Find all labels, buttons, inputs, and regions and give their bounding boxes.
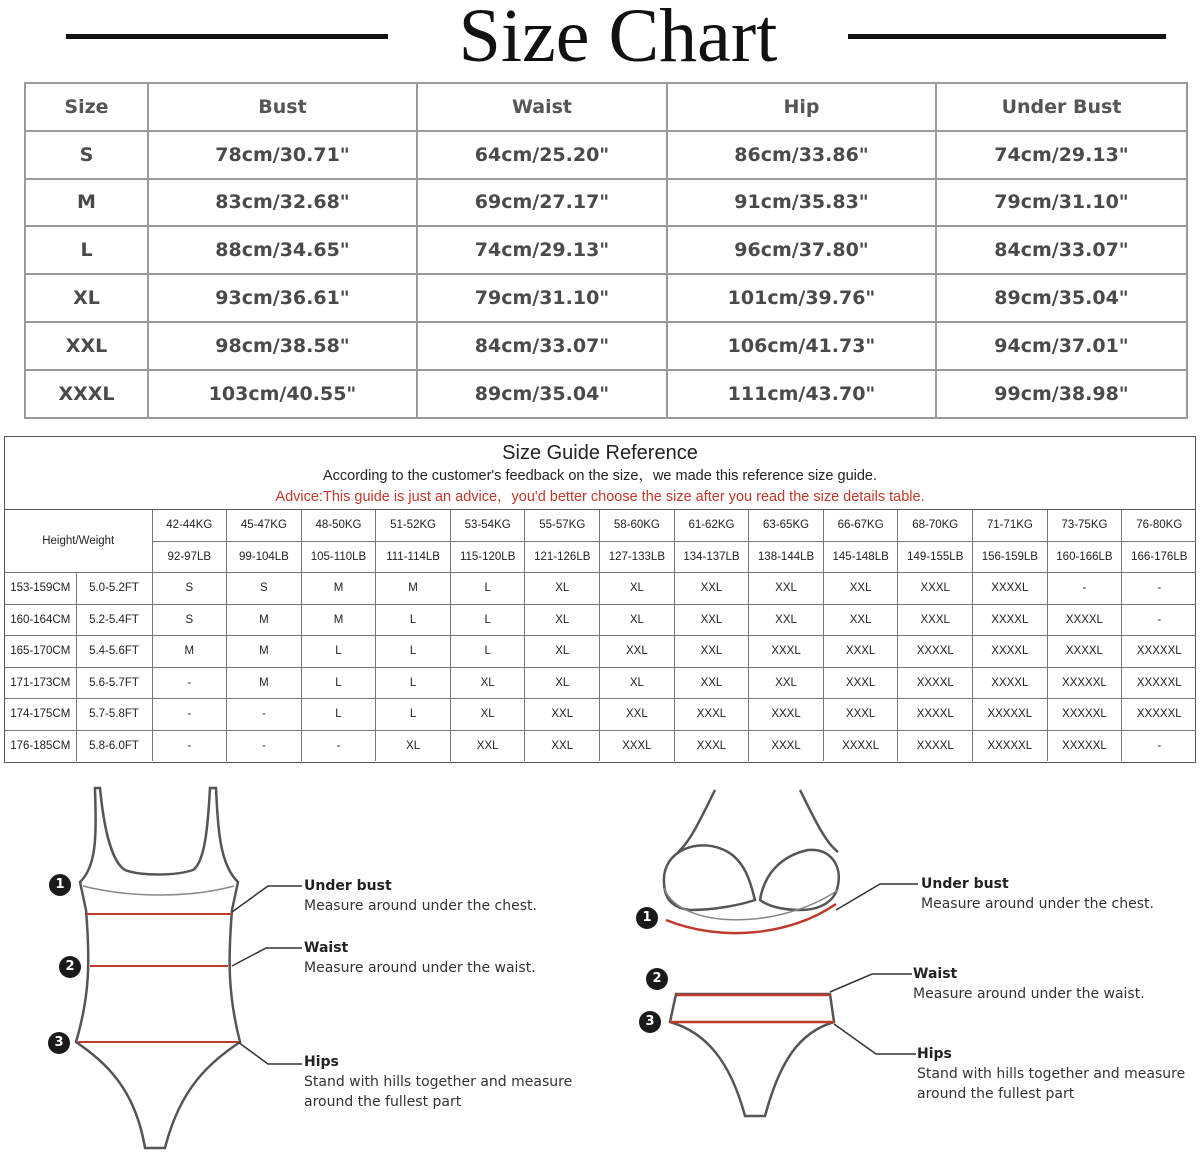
right-callout-leaders xyxy=(830,884,918,1054)
height-ft-cell: 5.8-6.0FT xyxy=(76,730,152,761)
recommended-size-cell: M xyxy=(152,636,227,668)
measurement-cell: 83cm/32.68" xyxy=(148,179,417,227)
measurement-cell: 86cm/33.86" xyxy=(667,131,936,179)
callout-text: Measure around under the waist. xyxy=(304,960,536,976)
recommended-size-cell: L xyxy=(301,636,376,668)
recommended-size-cell: XXXL xyxy=(600,730,675,761)
recommended-size-cell: - xyxy=(1122,730,1197,761)
weight-kg-cell: 58-60KG xyxy=(600,510,675,541)
recommended-size-cell: XXXXXL xyxy=(1047,667,1122,699)
callout-waist-left xyxy=(304,938,536,978)
guide-height-row xyxy=(5,667,1196,699)
size-guide-title: Size Guide Reference xyxy=(502,442,698,464)
measurement-cell: 93cm/36.61" xyxy=(148,274,417,322)
weight-kg-cell: 76-80KG xyxy=(1122,510,1197,541)
recommended-size-cell: XXXXL xyxy=(973,604,1048,636)
header-bust: Bust xyxy=(148,83,417,131)
recommended-size-cell: XXL xyxy=(749,667,824,699)
callout-text: around the fullest part xyxy=(917,1086,1075,1102)
recommended-size-cell: XXXXL xyxy=(973,636,1048,668)
marker-under-bust-right: 1 xyxy=(636,907,658,929)
recommended-size-cell: S xyxy=(152,604,227,636)
callout-text: Stand with hills together and measure xyxy=(917,1066,1186,1082)
weight-lb-cell: 105-110LB xyxy=(301,541,376,573)
weight-kg-cell: 51-52KG xyxy=(376,510,451,541)
weight-kg-cell: 68-70KG xyxy=(898,510,973,541)
recommended-size-cell: XXXXL xyxy=(898,699,973,731)
size-guide-body xyxy=(5,510,1196,761)
recommended-size-cell: XXL xyxy=(600,699,675,731)
page-title: Size Chart xyxy=(458,0,778,78)
recommended-size-cell: M xyxy=(376,573,451,605)
weight-lb-cell: 166-176LB xyxy=(1122,541,1197,573)
guide-height-row xyxy=(5,604,1196,636)
weight-lb-cell: 115-120LB xyxy=(450,541,525,573)
recommended-size-cell: M xyxy=(301,604,376,636)
size-guide-subtitle: According to the customer's feedback on the size，we made this reference size guide. xyxy=(322,468,878,484)
guide-height-row xyxy=(5,730,1196,761)
height-cm-cell: 174-175CM xyxy=(5,699,76,731)
size-chart-row xyxy=(25,131,1187,179)
callout-title: Under bust xyxy=(921,876,1009,892)
guide-height-row xyxy=(5,573,1196,605)
header-hip: Hip xyxy=(667,83,936,131)
height-ft-cell: 5.0-5.2FT xyxy=(76,573,152,605)
marker-waist-right: 2 xyxy=(646,968,668,990)
weight-kg-cell: 73-75KG xyxy=(1047,510,1122,541)
measurement-cell: 96cm/37.80" xyxy=(667,226,936,274)
measurement-cell: 84cm/33.07" xyxy=(936,226,1187,274)
recommended-size-cell: XXXL xyxy=(823,667,898,699)
recommended-size-cell: XXXL xyxy=(749,730,824,761)
size-chart-row xyxy=(25,370,1187,418)
recommended-size-cell: XXXXL xyxy=(898,636,973,668)
size-chart-table xyxy=(24,82,1188,419)
callout-title: Hips xyxy=(917,1046,952,1062)
measurement-cell: 89cm/35.04" xyxy=(936,274,1187,322)
callout-under-bust-left xyxy=(304,876,537,916)
measurement-cell: 78cm/30.71" xyxy=(148,131,417,179)
measurement-cell: 74cm/29.13" xyxy=(417,226,667,274)
measurement-cell: 69cm/27.17" xyxy=(417,179,667,227)
recommended-size-cell: XXXXL xyxy=(973,573,1048,605)
measurement-cell: 103cm/40.55" xyxy=(148,370,417,418)
recommended-size-cell: XXL xyxy=(525,730,600,761)
weight-lb-cell: 149-155LB xyxy=(898,541,973,573)
measurement-cell: 84cm/33.07" xyxy=(417,322,667,370)
recommended-size-cell: - xyxy=(152,699,227,731)
size-chart-row xyxy=(25,322,1187,370)
recommended-size-cell: - xyxy=(1047,573,1122,605)
weight-lb-cell: 99-104LB xyxy=(227,541,302,573)
recommended-size-cell: L xyxy=(301,667,376,699)
recommended-size-cell: XL xyxy=(525,636,600,668)
recommended-size-cell: XL xyxy=(450,699,525,731)
recommended-size-cell: XL xyxy=(525,667,600,699)
title-row xyxy=(0,0,1200,78)
recommended-size-cell: XL xyxy=(376,730,451,761)
recommended-size-cell: XXL xyxy=(674,604,749,636)
recommended-size-cell: - xyxy=(1122,573,1197,605)
recommended-size-cell: L xyxy=(376,699,451,731)
recommended-size-cell: XXL xyxy=(674,667,749,699)
recommended-size-cell: XXXL xyxy=(823,636,898,668)
recommended-size-cell: XXL xyxy=(600,636,675,668)
recommended-size-cell: XXXL xyxy=(749,636,824,668)
callout-hips-right xyxy=(917,1044,1185,1104)
size-chart-body xyxy=(25,131,1187,418)
measurement-cell: 106cm/41.73" xyxy=(667,322,936,370)
recommended-size-cell: XXXL xyxy=(898,604,973,636)
left-callout-leaders xyxy=(232,886,302,1064)
size-guide-panel xyxy=(4,436,1196,763)
weight-kg-cell: 48-50KG xyxy=(301,510,376,541)
recommended-size-cell: - xyxy=(152,667,227,699)
recommended-size-cell: XXXXL xyxy=(898,667,973,699)
recommended-size-cell: M xyxy=(227,667,302,699)
size-chart-row xyxy=(25,179,1187,227)
recommended-size-cell: - xyxy=(1122,604,1197,636)
weight-kg-cell: 71-71KG xyxy=(973,510,1048,541)
callout-hips-left xyxy=(304,1052,572,1112)
recommended-size-cell: - xyxy=(227,699,302,731)
swimsuit-illustration xyxy=(76,788,240,1148)
weight-kg-cell: 63-65KG xyxy=(749,510,824,541)
height-cm-cell: 176-185CM xyxy=(5,730,76,761)
recommended-size-cell: XL xyxy=(600,573,675,605)
marker-hips-right: 3 xyxy=(639,1011,661,1033)
callout-title: Under bust xyxy=(304,878,392,894)
callout-text: Stand with hills together and measure xyxy=(304,1074,573,1090)
guide-lb-row xyxy=(5,541,1196,573)
weight-lb-cell: 160-166LB xyxy=(1047,541,1122,573)
recommended-size-cell: - xyxy=(227,730,302,761)
recommended-size-cell: XXXXXL xyxy=(1047,699,1122,731)
height-cm-cell: 165-170CM xyxy=(5,636,76,668)
recommended-size-cell: XXL xyxy=(823,573,898,605)
measurement-diagrams xyxy=(0,770,1200,1152)
callout-title: Waist xyxy=(304,940,349,956)
size-guide-advice: Advice:This guide is just an advice，you'd better choose the size after you read the size details table. xyxy=(275,489,925,505)
measurement-cell: 101cm/39.76" xyxy=(667,274,936,322)
height-weight-corner: Height/Weight xyxy=(5,510,152,573)
callout-text: Measure around under the waist. xyxy=(913,986,1145,1002)
recommended-size-cell: L xyxy=(301,699,376,731)
header-size: Size xyxy=(25,83,148,131)
recommended-size-cell: - xyxy=(152,730,227,761)
recommended-size-cell: L xyxy=(376,604,451,636)
recommended-size-cell: L xyxy=(376,636,451,668)
callout-under-bust-right xyxy=(921,874,1154,914)
size-guide-table xyxy=(5,510,1196,761)
recommended-size-cell: XXL xyxy=(823,604,898,636)
size-chart-header-row xyxy=(25,83,1187,131)
measurement-cell: 99cm/38.98" xyxy=(936,370,1187,418)
size-chart-row xyxy=(25,274,1187,322)
recommended-size-cell: XXXXL xyxy=(1047,636,1122,668)
recommended-size-cell: XXL xyxy=(674,573,749,605)
bikini-top-illustration xyxy=(664,790,839,920)
recommended-size-cell: XXXXXL xyxy=(973,730,1048,761)
measurement-cell: 88cm/34.65" xyxy=(148,226,417,274)
recommended-size-cell: XXXL xyxy=(674,699,749,731)
weight-kg-cell: 53-54KG xyxy=(450,510,525,541)
weight-lb-cell: 111-114LB xyxy=(376,541,451,573)
weight-kg-cell: 55-57KG xyxy=(525,510,600,541)
weight-kg-cell: 45-47KG xyxy=(227,510,302,541)
recommended-size-cell: L xyxy=(450,604,525,636)
callout-text: Measure around under the chest. xyxy=(921,896,1154,912)
marker-under-bust-left: 1 xyxy=(49,874,71,896)
measurement-cell: 74cm/29.13" xyxy=(936,131,1187,179)
recommended-size-cell: XXL xyxy=(749,604,824,636)
size-guide-header xyxy=(5,437,1195,510)
size-label-cell: XXL xyxy=(25,322,148,370)
weight-lb-cell: 145-148LB xyxy=(823,541,898,573)
weight-lb-cell: 134-137LB xyxy=(674,541,749,573)
recommended-size-cell: XL xyxy=(600,604,675,636)
recommended-size-cell: XL xyxy=(525,604,600,636)
height-ft-cell: 5.4-5.6FT xyxy=(76,636,152,668)
size-label-cell: M xyxy=(25,179,148,227)
recommended-size-cell: M xyxy=(227,636,302,668)
measurement-cell: 111cm/43.70" xyxy=(667,370,936,418)
recommended-size-cell: - xyxy=(301,730,376,761)
measurement-cell: 98cm/38.58" xyxy=(148,322,417,370)
recommended-size-cell: XL xyxy=(525,573,600,605)
recommended-size-cell: S xyxy=(227,573,302,605)
recommended-size-cell: XXXXXL xyxy=(1122,636,1197,668)
recommended-size-cell: XXL xyxy=(450,730,525,761)
recommended-size-cell: XXL xyxy=(749,573,824,605)
marker-hips-left: 3 xyxy=(48,1032,70,1054)
size-label-cell: XL xyxy=(25,274,148,322)
callout-waist-right xyxy=(913,964,1145,1004)
recommended-size-cell: L xyxy=(450,636,525,668)
weight-lb-cell: 138-144LB xyxy=(749,541,824,573)
recommended-size-cell: XL xyxy=(600,667,675,699)
guide-height-row xyxy=(5,636,1196,668)
recommended-size-cell: S xyxy=(152,573,227,605)
recommended-size-cell: L xyxy=(450,573,525,605)
title-rule-right xyxy=(848,34,1166,39)
recommended-size-cell: XXXXL xyxy=(973,667,1048,699)
guide-height-row xyxy=(5,699,1196,731)
height-ft-cell: 5.2-5.4FT xyxy=(76,604,152,636)
recommended-size-cell: XXXXXL xyxy=(1047,730,1122,761)
measurement-cell: 94cm/37.01" xyxy=(936,322,1187,370)
recommended-size-cell: M xyxy=(301,573,376,605)
recommended-size-cell: XXXL xyxy=(749,699,824,731)
recommended-size-cell: XXL xyxy=(525,699,600,731)
title-rule-left xyxy=(66,34,388,39)
recommended-size-cell: XXXXL xyxy=(1047,604,1122,636)
measurement-cell: 64cm/25.20" xyxy=(417,131,667,179)
callout-title: Waist xyxy=(913,966,958,982)
recommended-size-cell: XXXXL xyxy=(823,730,898,761)
marker-waist-left: 2 xyxy=(59,956,81,978)
guide-kg-row xyxy=(5,510,1196,541)
weight-lb-cell: 156-159LB xyxy=(973,541,1048,573)
recommended-size-cell: XXXL xyxy=(898,573,973,605)
weight-lb-cell: 121-126LB xyxy=(525,541,600,573)
callout-title: Hips xyxy=(304,1054,339,1070)
measurement-cell: 91cm/35.83" xyxy=(667,179,936,227)
weight-lb-cell: 92-97LB xyxy=(152,541,227,573)
height-cm-cell: 153-159CM xyxy=(5,573,76,605)
recommended-size-cell: L xyxy=(376,667,451,699)
recommended-size-cell: XXXXXL xyxy=(973,699,1048,731)
header-waist: Waist xyxy=(417,83,667,131)
callout-text: around the fullest part xyxy=(304,1094,462,1110)
measurement-cell: 89cm/35.04" xyxy=(417,370,667,418)
weight-lb-cell: 127-133LB xyxy=(600,541,675,573)
recommended-size-cell: XXXXXL xyxy=(1122,699,1197,731)
recommended-size-cell: XXXL xyxy=(823,699,898,731)
height-cm-cell: 160-164CM xyxy=(5,604,76,636)
recommended-size-cell: M xyxy=(227,604,302,636)
header-under-bust: Under Bust xyxy=(936,83,1187,131)
recommended-size-cell: XL xyxy=(450,667,525,699)
size-chart-row xyxy=(25,226,1187,274)
size-label-cell: S xyxy=(25,131,148,179)
weight-kg-cell: 61-62KG xyxy=(674,510,749,541)
weight-kg-cell: 42-44KG xyxy=(152,510,227,541)
size-label-cell: L xyxy=(25,226,148,274)
bikini-bottom-illustration xyxy=(670,994,834,1116)
measurement-cell: 79cm/31.10" xyxy=(936,179,1187,227)
recommended-size-cell: XXXXXL xyxy=(1122,667,1197,699)
recommended-size-cell: XXXL xyxy=(674,730,749,761)
recommended-size-cell: XXXXL xyxy=(898,730,973,761)
height-cm-cell: 171-173CM xyxy=(5,667,76,699)
height-ft-cell: 5.7-5.8FT xyxy=(76,699,152,731)
size-label-cell: XXXL xyxy=(25,370,148,418)
weight-kg-cell: 66-67KG xyxy=(823,510,898,541)
height-ft-cell: 5.6-5.7FT xyxy=(76,667,152,699)
measurement-cell: 79cm/31.10" xyxy=(417,274,667,322)
callout-text: Measure around under the chest. xyxy=(304,898,537,914)
recommended-size-cell: XXL xyxy=(674,636,749,668)
